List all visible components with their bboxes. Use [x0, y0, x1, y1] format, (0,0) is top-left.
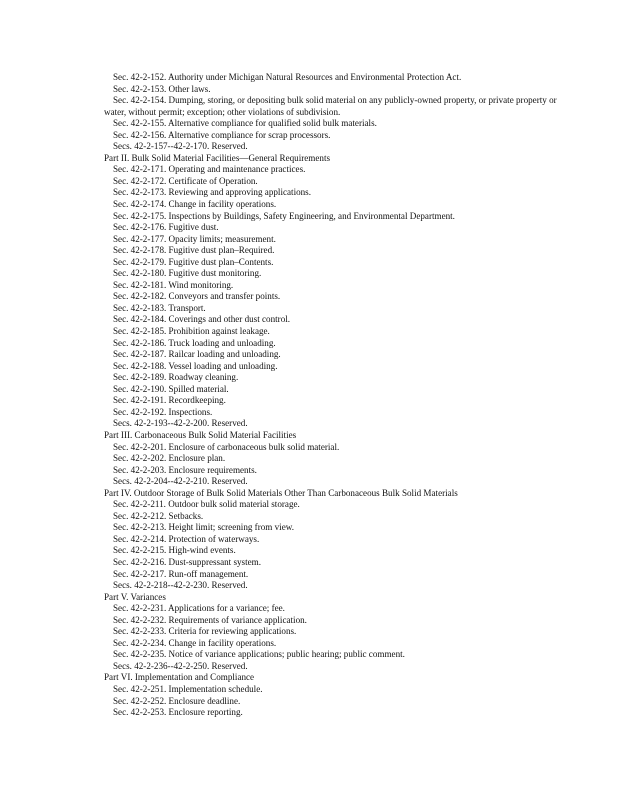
toc-section-entry: Sec. 42-2-251. Implementation schedule.: [113, 683, 263, 694]
toc-section-entry: Secs. 42-2-157--42-2-170. Reserved.: [113, 141, 248, 152]
toc-section-entry: Sec. 42-2-235. Notice of variance applications; public hearing; public comment.: [113, 649, 405, 660]
toc-section-entry: Sec. 42-2-212. Setbacks.: [113, 510, 204, 521]
toc-section-entry: Sec. 42-2-188. Vessel loading and unloading.: [113, 360, 278, 371]
toc-section-entry: Sec. 42-2-192. Inspections.: [113, 406, 213, 417]
toc-section-entry: Sec. 42-2-181. Wind monitoring.: [113, 279, 234, 290]
toc-section-entry: Sec. 42-2-173. Reviewing and approving applications.: [113, 187, 311, 198]
toc-section-entry: Sec. 42-2-171. Operating and maintenance practices.: [113, 164, 306, 175]
toc-section-entry: Secs. 42-2-218--42-2-230. Reserved.: [113, 580, 248, 591]
toc-section-entry: Sec. 42-2-191. Recordkeeping.: [113, 395, 226, 406]
toc-section-entry: Sec. 42-2-233. Criteria for reviewing applications.: [113, 626, 297, 637]
toc-section-entry: Sec. 42-2-189. Roadway cleaning.: [113, 372, 239, 383]
toc-section-entry: Sec. 42-2-184. Coverings and other dust control.: [113, 314, 291, 325]
toc-part-heading: Part V. Variances: [104, 591, 166, 602]
toc-section-entry: Sec. 42-2-186. Truck loading and unloading.: [113, 337, 276, 348]
toc-section-entry: Sec. 42-2-253. Enclosure reporting.: [113, 707, 243, 718]
toc-section-entry: Sec. 42-2-172. Certificate of Operation.: [113, 175, 258, 186]
toc-section-entry: Sec. 42-2-152. Authority under Michigan Natural Resources and Environmental Protection Act.: [113, 72, 462, 82]
toc-section-entry: Sec. 42-2-176. Fugitive dust.: [113, 222, 219, 233]
toc-section-entry: Sec. 42-2-153. Other laws.: [113, 83, 211, 94]
toc-section-entry: Secs. 42-2-236--42-2-250. Reserved.: [113, 660, 248, 671]
toc-section-entry: Sec. 42-2-203. Enclosure requirements.: [113, 464, 257, 475]
toc-section-entry: Sec. 42-2-180. Fugitive dust monitoring.: [113, 268, 262, 279]
toc-section-entry: Sec. 42-2-177. Opacity limits; measurement.: [113, 233, 276, 244]
toc-part-heading: Part IV. Outdoor Storage of Bulk Solid Materials Other Than Carbonaceous Bulk Solid Materials: [104, 487, 458, 498]
toc-section-entry: Sec. 42-2-252. Enclosure deadline.: [113, 695, 241, 706]
toc-section-entry: Sec. 42-2-217. Run-off management.: [113, 568, 249, 579]
toc-section-entry: Sec. 42-2-179. Fugitive dust plan–Contents.: [113, 256, 274, 267]
toc-section-entry: Sec. 42-2-154. Dumping, storing, or depositing bulk solid material on any publicly-owned property, or private property or water, without permit; exception; other violations of subdivision.: [104, 95, 557, 117]
toc-section-entry: Sec. 42-2-182. Conveyors and transfer points.: [113, 291, 281, 302]
toc-part-heading: Part VI. Implementation and Compliance: [104, 672, 255, 683]
toc-section-entry: Sec. 42-2-175. Inspections by Buildings, Safety Engineering, and Environmental Department.: [113, 210, 455, 221]
toc-section-entry: Sec. 42-2-187. Railcar loading and unloading.: [113, 349, 281, 360]
toc-section-entry: Sec. 42-2-202. Enclosure plan.: [113, 453, 226, 464]
toc-section-entry: Sec. 42-2-185. Prohibition against leakage.: [113, 326, 270, 337]
toc-section-entry: Sec. 42-2-183. Transport.: [113, 302, 206, 313]
toc-section-entry: Secs. 42-2-193--42-2-200. Reserved.: [113, 418, 248, 429]
toc-section-entry: Sec. 42-2-155. Alternative compliance for qualified solid bulk materials.: [113, 118, 377, 129]
toc-section-entry: Secs. 42-2-204--42-2-210. Reserved.: [113, 476, 248, 487]
toc-section-entry: Sec. 42-2-234. Change in facility operations.: [113, 637, 277, 648]
toc-section-entry: Sec. 42-2-211. Outdoor bulk solid material storage.: [113, 499, 300, 510]
toc-section-entry: Sec. 42-2-156. Alternative compliance for scrap processors.: [113, 129, 331, 140]
toc-section-entry: Sec. 42-2-190. Spilled material.: [113, 383, 229, 394]
toc-part-heading: Part III. Carbonaceous Bulk Solid Material Facilities: [104, 429, 297, 440]
toc-section-entry: Sec. 42-2-214. Protection of waterways.: [113, 533, 260, 544]
toc-section-entry: Sec. 42-2-232. Requirements of variance application.: [113, 614, 307, 625]
toc-part-heading: Part II. Bulk Solid Material Facilities—General Requirements: [104, 152, 331, 163]
toc-section-entry: Sec. 42-2-201. Enclosure of carbonaceous bulk solid material.: [113, 441, 340, 452]
toc-section-entry: Sec. 42-2-215. High-wind events.: [113, 545, 236, 556]
table-of-contents: [0, 72, 618, 719]
toc-section-entry: Sec. 42-2-174. Change in facility operations.: [113, 199, 277, 210]
toc-section-entry: Sec. 42-2-216. Dust-suppressant system.: [113, 556, 262, 567]
toc-section-entry: Sec. 42-2-231. Applications for a variance; fee.: [113, 603, 285, 614]
toc-section-entry: Sec. 42-2-213. Height limit; screening from view.: [113, 522, 294, 533]
toc-section-entry: Sec. 42-2-178. Fugitive dust plan–Required.: [113, 245, 275, 256]
